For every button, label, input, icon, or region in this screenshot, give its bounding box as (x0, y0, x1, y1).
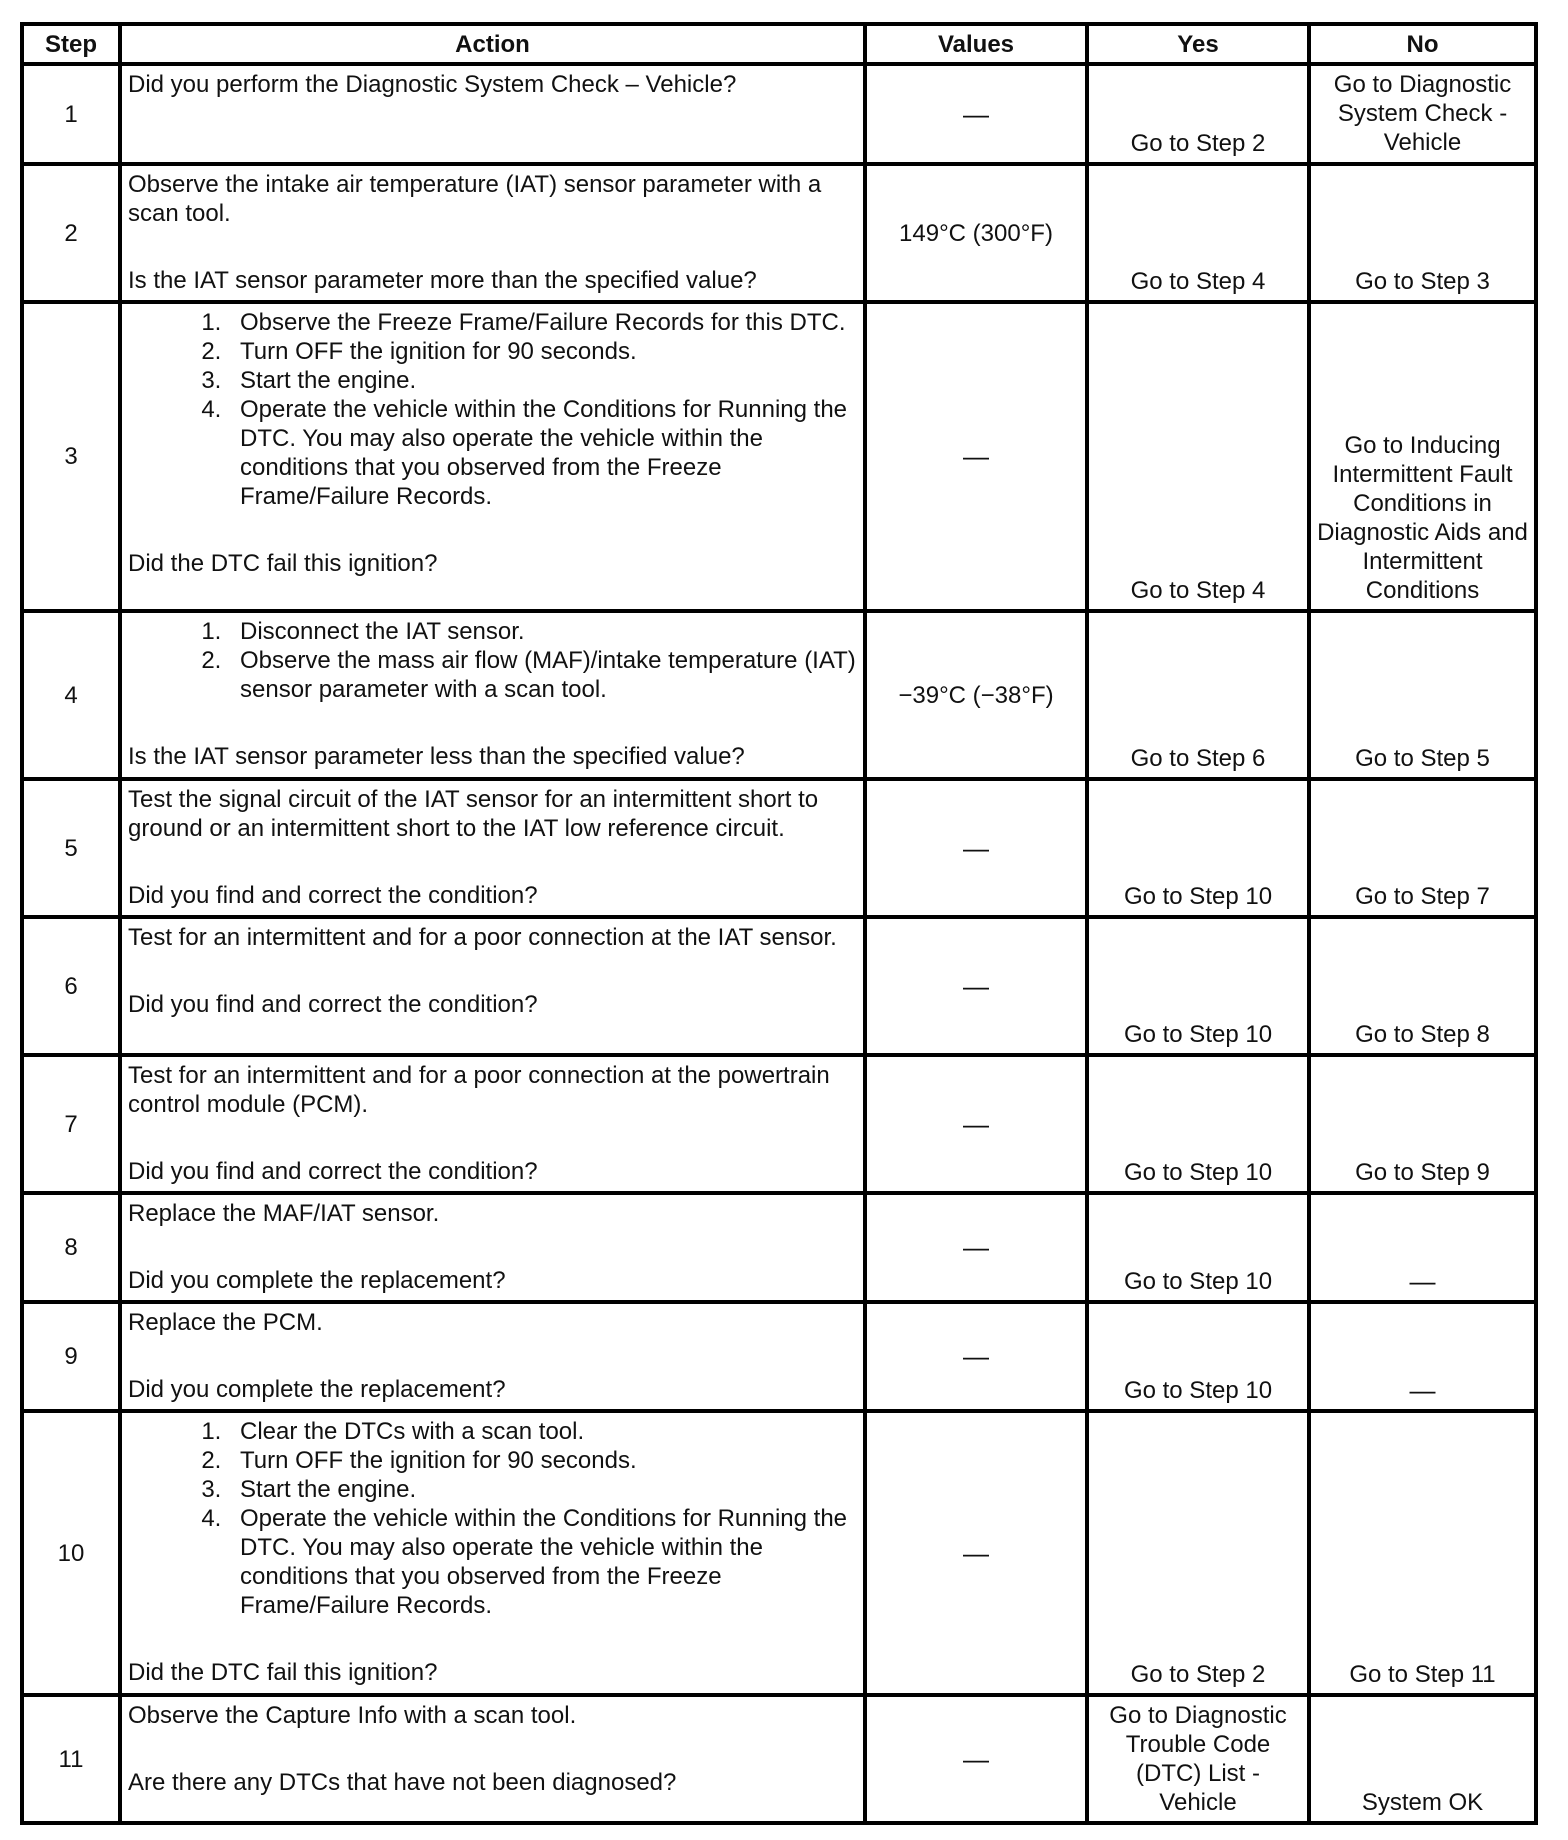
yes-cell: Go to Step 2 (1087, 64, 1309, 164)
action-cell (120, 1055, 865, 1193)
action-statement: Did you perform the Diagnostic System Check – Vehicle? (128, 71, 737, 98)
action-question: Is the IAT sensor parameter more than the specified value? (128, 267, 757, 294)
list-item: 2. Turn OFF the ignition for 90 seconds. (228, 1446, 857, 1475)
step-number: 1 (22, 64, 120, 164)
list-item: 4. Operate the vehicle within the Conditions for Running the DTC. You may also operate the vehicle within the conditions that you observed from the Freeze Frame/Failure Records. (228, 395, 857, 511)
action-cell (120, 779, 865, 917)
step-number: 6 (22, 917, 120, 1055)
header-row (22, 24, 1536, 64)
diagnostic-table (20, 22, 1538, 1825)
no-cell: Go to Inducing Intermittent Fault Conditions in Diagnostic Aids and Intermittent Conditions (1309, 302, 1536, 611)
list-item: 3. Start the engine. (228, 366, 857, 395)
yes-cell: Go to Step 6 (1087, 611, 1309, 779)
yes-cell: Go to Step 4 (1087, 164, 1309, 302)
value-cell: — (865, 1411, 1087, 1695)
table-row (22, 917, 1536, 1055)
step-number: 10 (22, 1411, 120, 1695)
step-number: 9 (22, 1302, 120, 1411)
list-item: 2. Turn OFF the ignition for 90 seconds. (228, 337, 857, 366)
no-cell: Go to Step 8 (1309, 917, 1536, 1055)
action-question: Did you complete the replacement? (128, 1376, 506, 1403)
step-number: 3 (22, 302, 120, 611)
action-question: Did you find and correct the condition? (128, 991, 538, 1018)
value-cell: — (865, 1193, 1087, 1302)
action-statement: Replace the MAF/IAT sensor. (128, 1200, 440, 1227)
table-row (22, 164, 1536, 302)
no-cell: Go to Step 5 (1309, 611, 1536, 779)
step-number: 7 (22, 1055, 120, 1193)
action-cell (120, 164, 865, 302)
action-statement: Observe the intake air temperature (IAT) sensor parameter with a scan tool. (128, 171, 822, 227)
action-cell (120, 1193, 865, 1302)
yes-cell: Go to Step 2 (1087, 1411, 1309, 1695)
no-cell: Go to Step 9 (1309, 1055, 1536, 1193)
action-statement: Test for an intermittent and for a poor connection at the IAT sensor. (128, 924, 837, 951)
action-list (128, 308, 857, 511)
action-cell (120, 1695, 865, 1823)
list-item: 3. Start the engine. (228, 1475, 857, 1504)
value-cell: 149°C (300°F) (865, 164, 1087, 302)
step-number: 5 (22, 779, 120, 917)
action-cell (120, 302, 865, 611)
action-question: Did you find and correct the condition? (128, 882, 538, 909)
no-cell: — (1309, 1302, 1536, 1411)
no-cell: System OK (1309, 1695, 1536, 1823)
step-number: 4 (22, 611, 120, 779)
action-cell (120, 1302, 865, 1411)
list-item: 4. Operate the vehicle within the Conditions for Running the DTC. You may also operate the vehicle within the conditions that you observed from the Freeze Frame/Failure Records. (228, 1504, 857, 1620)
table-row (22, 779, 1536, 917)
action-statement: Test for an intermittent and for a poor connection at the powertrain control module (PCM). (128, 1062, 830, 1118)
action-question: Did the DTC fail this ignition? (128, 550, 438, 577)
table-row (22, 1302, 1536, 1411)
value-cell: −39°C (−38°F) (865, 611, 1087, 779)
no-cell: Go to Step 3 (1309, 164, 1536, 302)
yes-cell: Go to Step 10 (1087, 1302, 1309, 1411)
yes-cell: Go to Diagnostic Trouble Code (DTC) List - Vehicle (1087, 1695, 1309, 1823)
value-cell: — (865, 1055, 1087, 1193)
value-cell: — (865, 302, 1087, 611)
action-cell (120, 64, 865, 164)
step-number: 11 (22, 1695, 120, 1823)
value-cell: — (865, 64, 1087, 164)
yes-cell: Go to Step 10 (1087, 779, 1309, 917)
diagnostic-table-page (20, 22, 1534, 1825)
list-item: 1. Clear the DTCs with a scan tool. (228, 1417, 857, 1446)
action-statement: Observe the Capture Info with a scan tool. (128, 1702, 577, 1729)
action-question: Did you find and correct the condition? (128, 1158, 538, 1185)
header-no: No (1309, 24, 1536, 64)
action-cell (120, 917, 865, 1055)
action-question: Are there any DTCs that have not been diagnosed? (128, 1769, 677, 1796)
table-row (22, 1055, 1536, 1193)
no-cell: Go to Step 7 (1309, 779, 1536, 917)
yes-cell: Go to Step 4 (1087, 302, 1309, 611)
header-step: Step (22, 24, 120, 64)
no-cell: Go to Step 11 (1309, 1411, 1536, 1695)
action-list (128, 617, 857, 704)
yes-cell: Go to Step 10 (1087, 1193, 1309, 1302)
action-statement: Replace the PCM. (128, 1309, 323, 1336)
action-question: Did the DTC fail this ignition? (128, 1659, 438, 1686)
no-cell: — (1309, 1193, 1536, 1302)
table-row (22, 611, 1536, 779)
table-row (22, 1411, 1536, 1695)
value-cell: — (865, 1302, 1087, 1411)
action-cell (120, 1411, 865, 1695)
action-question: Is the IAT sensor parameter less than the specified value? (128, 743, 745, 770)
value-cell: — (865, 1695, 1087, 1823)
no-cell: Go to Diagnostic System Check - Vehicle (1309, 64, 1536, 164)
yes-cell: Go to Step 10 (1087, 1055, 1309, 1193)
table-row (22, 64, 1536, 164)
action-question: Did you complete the replacement? (128, 1267, 506, 1294)
table-row (22, 1695, 1536, 1823)
list-item: 2. Observe the mass air flow (MAF)/intake temperature (IAT) sensor parameter with a scan tool. (228, 646, 857, 704)
action-cell (120, 611, 865, 779)
table-row (22, 1193, 1536, 1302)
value-cell: — (865, 779, 1087, 917)
list-item: 1. Disconnect the IAT sensor. (228, 617, 857, 646)
value-cell: — (865, 917, 1087, 1055)
action-statement: Test the signal circuit of the IAT sensor for an intermittent short to ground or an intermittent short to the IAT low reference circuit. (128, 786, 819, 842)
header-values: Values (865, 24, 1087, 64)
step-number: 2 (22, 164, 120, 302)
list-item: 1. Observe the Freeze Frame/Failure Records for this DTC. (228, 308, 857, 337)
action-list (128, 1417, 857, 1620)
step-number: 8 (22, 1193, 120, 1302)
table-row (22, 302, 1536, 611)
header-action: Action (120, 24, 865, 64)
yes-cell: Go to Step 10 (1087, 917, 1309, 1055)
header-yes: Yes (1087, 24, 1309, 64)
